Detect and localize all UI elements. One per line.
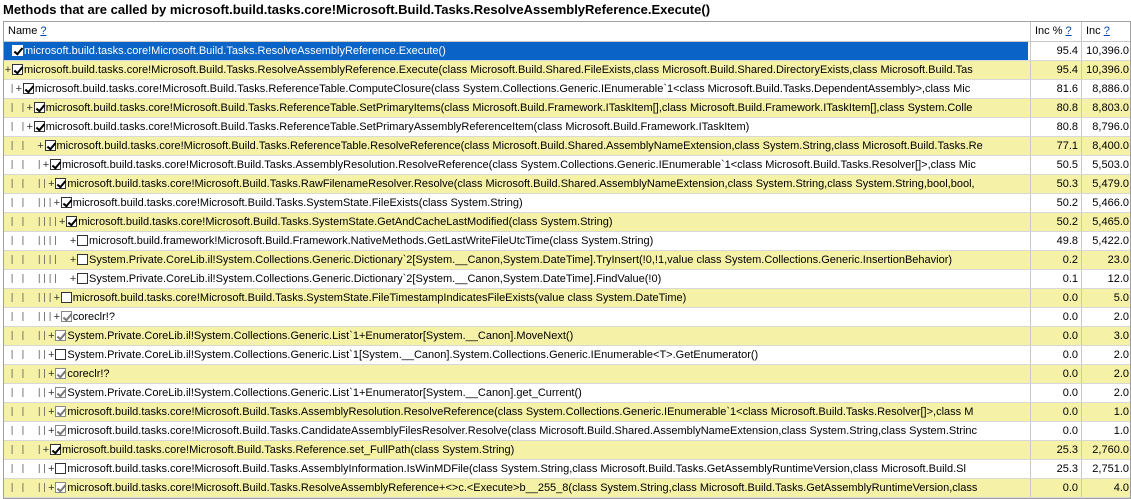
inc-cell: 12.0 — [1081, 270, 1131, 288]
tree-indent-guide: | | || — [4, 464, 48, 474]
table-row[interactable] — [4, 346, 1130, 365]
tree-indent-guide: | | ||| — [4, 198, 53, 208]
tree-indent-guide: | | | — [4, 445, 42, 455]
expand-icon[interactable]: + — [58, 216, 66, 228]
tree-indent-guide: | | |||| — [4, 236, 70, 246]
row-checkbox[interactable] — [55, 482, 66, 493]
inc-pct-cell: 0.0 — [1030, 327, 1081, 345]
tree-indent-guide: | | | — [4, 160, 42, 170]
table-row[interactable] — [4, 289, 1130, 308]
inc-cell: 8,796.0 — [1081, 118, 1131, 136]
tree-indent-guide: | | || — [4, 407, 48, 417]
table-row[interactable] — [4, 99, 1130, 118]
row-checkbox[interactable] — [77, 235, 88, 246]
inc-pct-cell: 80.8 — [1030, 118, 1081, 136]
row-checkbox[interactable] — [12, 45, 23, 56]
table-row[interactable] — [4, 213, 1130, 232]
inc-cell: 2.0 — [1081, 384, 1131, 402]
tree-indent-guide: | | |||| — [4, 274, 70, 284]
row-checkbox[interactable] — [61, 197, 72, 208]
name-cell[interactable] — [4, 213, 1028, 231]
name-cell[interactable] — [4, 346, 1028, 364]
inc-cell: 5,466.0 — [1081, 194, 1131, 212]
page-title: Methods that are called by microsoft.build.tasks.core!Microsoft.Build.Tasks.ResolveAssemblyReference.Execute() — [3, 2, 711, 17]
name-cell[interactable] — [4, 137, 1028, 155]
table-row[interactable] — [4, 137, 1130, 156]
inc-pct-cell: 0.0 — [1030, 422, 1081, 440]
tree-indent-guide: | | || — [4, 331, 48, 341]
inc-cell: 5,465.0 — [1081, 213, 1131, 231]
table-row[interactable] — [4, 194, 1130, 213]
table-row[interactable] — [4, 80, 1130, 99]
column-header-inc[interactable] — [1081, 22, 1131, 41]
inc-cell: 8,400.0 — [1081, 137, 1131, 155]
inc-pct-cell: 0.0 — [1030, 384, 1081, 402]
inc-cell: 2,751.0 — [1081, 460, 1131, 478]
method-name: microsoft.build.tasks.core!Microsoft.Build.Tasks.ReferenceTable.ResolveReference(class Microsoft.Build.Shared.AssemblyNameExtension,class System.String,class Microsoft.Build.Tasks.Re — [56, 140, 983, 152]
expand-icon[interactable]: + — [53, 197, 60, 209]
tree-indent-guide: | | || — [4, 426, 48, 436]
grid-header — [4, 22, 1130, 42]
tree-indent-guide: | | — [4, 103, 26, 113]
table-row[interactable] — [4, 422, 1130, 441]
name-cell[interactable] — [4, 441, 1028, 459]
name-cell[interactable] — [4, 194, 1028, 212]
inc-cell: 10,396.0 — [1081, 61, 1131, 79]
method-name: microsoft.build.tasks.core!Microsoft.Build.Tasks.SystemState.FileTimestampIndicatesFileExists(value class System.DateTime) — [72, 292, 687, 304]
method-name: System.Private.CoreLib.il!System.Collections.Generic.Dictionary`2[System.__Canon,System.DateTime].FindValue(!0) — [89, 273, 662, 285]
inc-cell: 1.0 — [1081, 422, 1131, 440]
table-row[interactable] — [4, 327, 1130, 346]
inc-pct-cell: 25.3 — [1030, 441, 1081, 459]
table-row[interactable] — [4, 270, 1130, 289]
name-cell[interactable] — [4, 80, 1028, 98]
row-checkbox[interactable] — [55, 463, 66, 474]
method-name: microsoft.build.tasks.core!Microsoft.Build.Tasks.ReferenceTable.SetPrimaryAssemblyReferenceItem(class Microsoft.Build.Framework.ITaskItem) — [45, 121, 750, 133]
inc-pct-help-link[interactable]: ? — [1065, 25, 1072, 37]
inc-cell: 2.0 — [1081, 308, 1131, 326]
name-cell[interactable] — [4, 61, 1028, 79]
expand-icon[interactable]: + — [48, 330, 55, 342]
expand-icon[interactable]: + — [53, 292, 60, 304]
inc-cell: 23.0 — [1081, 251, 1131, 269]
inc-pct-cell: 77.1 — [1030, 137, 1081, 155]
name-cell[interactable] — [4, 308, 1028, 326]
name-cell[interactable] — [4, 403, 1028, 421]
expand-icon[interactable]: + — [53, 311, 60, 323]
method-name: microsoft.build.tasks.core!Microsoft.Build.Tasks.CandidateAssemblyFilesResolver.Resolve(class Microsoft.Build.Shared.AssemblyNameExtension,class System.String,class System.Strinc — [67, 425, 978, 437]
inc-pct-cell: 0.0 — [1030, 346, 1081, 364]
inc-pct-cell: 50.3 — [1030, 175, 1081, 193]
expand-icon[interactable]: + — [48, 406, 55, 418]
inc-pct-cell: 50.2 — [1030, 213, 1081, 231]
name-cell[interactable] — [4, 422, 1028, 440]
row-checkbox[interactable] — [50, 444, 61, 455]
inc-pct-cell: 81.6 — [1030, 80, 1081, 98]
row-checkbox[interactable] — [55, 425, 66, 436]
inc-cell: 1.0 — [1081, 403, 1131, 421]
name-cell[interactable] — [4, 365, 1028, 383]
expand-icon[interactable]: + — [48, 463, 55, 475]
method-name: microsoft.build.tasks.core!Microsoft.Build.Tasks.ResolveAssemblyReference.Execute() — [24, 45, 446, 57]
column-header-name-label: Name — [8, 25, 38, 37]
inc-cell: 5,479.0 — [1081, 175, 1131, 193]
row-checkbox[interactable] — [55, 178, 66, 189]
method-name: System.Private.CoreLib.il!System.Collections.Generic.List`1[System.__Canon].System.Collections.Generic.IEnumerable<T>.GetEnumerator() — [67, 349, 759, 361]
table-row[interactable] — [4, 460, 1130, 479]
name-cell[interactable] — [4, 270, 1028, 288]
tree-indent-guide: | | |||| — [4, 217, 59, 227]
method-name: microsoft.build.tasks.core!Microsoft.Build.Tasks.AssemblyResolution.ResolveReference(class System.Collections.Generic.IEnumerable`1<class Microsoft.Build.Tasks.Resolver[]>,class M — [67, 406, 974, 418]
name-cell[interactable] — [4, 384, 1028, 402]
row-checkbox[interactable] — [34, 102, 45, 113]
name-cell[interactable] — [4, 118, 1028, 136]
method-name: microsoft.build.tasks.core!Microsoft.Build.Tasks.Reference.set_FullPath(class System.String) — [61, 444, 515, 456]
expand-icon[interactable]: + — [48, 368, 55, 380]
method-name: coreclr!? — [67, 368, 110, 380]
tree-indent-guide: | | || — [4, 483, 48, 493]
inc-pct-cell: 0.0 — [1030, 403, 1081, 421]
inc-pct-cell: 25.3 — [1030, 460, 1081, 478]
table-row[interactable] — [4, 403, 1130, 422]
inc-pct-cell: 49.8 — [1030, 232, 1081, 250]
name-cell[interactable] — [4, 327, 1028, 345]
method-name: microsoft.build.tasks.core!Microsoft.Build.Tasks.AssemblyInformation.IsWinMDFile(class System.String,class Microsoft.Build.Tasks.GetAssemblyRuntimeVersion,class Microsoft.Build.Sl — [67, 463, 966, 475]
tree-indent-guide: | | ||| — [4, 312, 53, 322]
name-cell[interactable] — [4, 42, 1028, 60]
method-name: System.Private.CoreLib.il!System.Collections.Generic.Dictionary`2[System.__Canon,System.DateTime].TryInsert(!0,!1,value class System.Collections.Generic.InsertionBehavior) — [89, 254, 953, 266]
expand-icon[interactable]: + — [42, 444, 50, 456]
method-name: microsoft.build.tasks.core!Microsoft.Build.Tasks.ResolveAssemblyReference+<>c.<Execute>b__255_8(class System.String,class Microsoft.Build.Tasks.GetAssemblyRuntimeVersion,class — [67, 482, 978, 494]
row-checkbox[interactable] — [55, 368, 66, 379]
inc-pct-cell: 95.4 — [1030, 61, 1081, 79]
name-cell[interactable] — [4, 175, 1028, 193]
table-row[interactable] — [4, 384, 1130, 403]
inc-pct-cell: 95.4 — [1030, 42, 1081, 60]
expand-icon[interactable]: + — [48, 178, 55, 190]
inc-cell: 2.0 — [1081, 365, 1131, 383]
expand-icon[interactable]: + — [4, 64, 12, 76]
name-cell[interactable] — [4, 99, 1028, 117]
column-header-name[interactable] — [4, 22, 1030, 41]
table-row[interactable] — [4, 365, 1130, 384]
expand-icon[interactable]: + — [69, 235, 77, 247]
tree-indent-guide: | | || — [4, 179, 48, 189]
row-checkbox[interactable] — [61, 292, 72, 303]
inc-pct-cell: 50.2 — [1030, 194, 1081, 212]
table-row[interactable] — [4, 42, 1130, 61]
name-cell[interactable] — [4, 232, 1028, 250]
table-row[interactable] — [4, 232, 1130, 251]
method-name: System.Private.CoreLib.il!System.Collections.Generic.List`1+Enumerator[System.__Canon].MoveNext() — [67, 330, 574, 342]
method-name: microsoft.build.tasks.core!Microsoft.Build.Tasks.ReferenceTable.ComputeClosure(class System.Collections.Generic.IEnumerable`1<class Microsoft.Build.Tasks.DependentAssembly>,class Mic — [34, 83, 971, 95]
grid-rows — [4, 42, 1130, 498]
name-cell[interactable] — [4, 479, 1028, 497]
table-row[interactable] — [4, 156, 1130, 175]
column-header-inc-pct-label: Inc % — [1035, 25, 1063, 37]
row-checkbox[interactable] — [55, 349, 66, 360]
expand-icon[interactable]: + — [48, 349, 55, 361]
inc-pct-cell: 80.8 — [1030, 99, 1081, 117]
row-checkbox[interactable] — [55, 406, 66, 417]
row-checkbox[interactable] — [23, 83, 34, 94]
inc-pct-cell: 0.2 — [1030, 251, 1081, 269]
inc-pct-cell: 0.1 — [1030, 270, 1081, 288]
method-name: microsoft.build.tasks.core!Microsoft.Build.Tasks.AssemblyResolution.ResolveReference(class System.Collections.Generic.IEnumerable`1<class Microsoft.Build.Tasks.Resolver[]>,class Mic — [61, 159, 976, 171]
row-checkbox[interactable] — [66, 216, 77, 227]
method-name: microsoft.build.framework!Microsoft.Build.Framework.NativeMethods.GetLastWriteFileUtcTime(class System.String) — [89, 235, 654, 247]
tree-indent-guide: | | || — [4, 369, 48, 379]
inc-pct-cell: 50.5 — [1030, 156, 1081, 174]
expand-icon[interactable]: + — [37, 140, 44, 152]
column-header-inc-label: Inc — [1086, 25, 1101, 37]
inc-cell: 10,396.0 — [1081, 42, 1131, 60]
inc-cell: 2.0 — [1081, 346, 1131, 364]
table-row[interactable] — [4, 251, 1130, 270]
row-checkbox[interactable] — [55, 387, 66, 398]
row-checkbox[interactable] — [50, 159, 61, 170]
expand-icon[interactable]: + — [69, 273, 77, 285]
method-name: microsoft.build.tasks.core!Microsoft.Build.Tasks.ReferenceTable.SetPrimaryItems(class Microsoft.Build.Framework.ITaskItem[],class Microsoft.Build.Framework.ITaskItem[],class System.Colle — [45, 102, 973, 114]
table-row[interactable] — [4, 61, 1130, 80]
method-name: coreclr!? — [72, 311, 115, 323]
expand-icon[interactable]: + — [42, 159, 50, 171]
inc-cell: 4.0 — [1081, 479, 1131, 497]
method-name: microsoft.build.tasks.core!Microsoft.Build.Tasks.SystemState.GetAndCacheLastModified(class System.String) — [78, 216, 613, 228]
table-row[interactable] — [4, 175, 1130, 194]
expand-icon[interactable]: + — [15, 83, 23, 95]
inc-help-link[interactable]: ? — [1103, 25, 1110, 37]
table-row[interactable] — [4, 441, 1130, 460]
name-cell[interactable] — [4, 460, 1028, 478]
expand-icon[interactable]: + — [26, 121, 33, 133]
column-header-inc-pct[interactable] — [1030, 22, 1081, 41]
call-tree-grid[interactable] — [3, 21, 1131, 499]
name-cell[interactable] — [4, 289, 1028, 307]
table-row[interactable] — [4, 308, 1130, 327]
tree-indent-guide: | | |||| — [4, 255, 70, 265]
expand-icon[interactable]: + — [48, 425, 55, 437]
inc-cell: 5,503.0 — [1081, 156, 1131, 174]
name-cell[interactable] — [4, 156, 1028, 174]
name-cell[interactable] — [4, 251, 1028, 269]
tree-indent-guide: | — [4, 84, 15, 94]
name-help-link[interactable]: ? — [40, 25, 47, 37]
inc-cell: 3.0 — [1081, 327, 1131, 345]
tree-indent-guide: | | ||| — [4, 293, 53, 303]
inc-cell: 8,803.0 — [1081, 99, 1131, 117]
inc-pct-cell: 0.0 — [1030, 308, 1081, 326]
tree-indent-guide: | | — [4, 122, 26, 132]
inc-cell: 5.0 — [1081, 289, 1131, 307]
expand-icon[interactable]: + — [48, 387, 55, 399]
row-checkbox[interactable] — [12, 64, 23, 75]
inc-pct-cell: 0.0 — [1030, 479, 1081, 497]
inc-pct-cell: 0.0 — [1030, 365, 1081, 383]
method-name: System.Private.CoreLib.il!System.Collections.Generic.List`1+Enumerator[System.__Canon].get_Current() — [67, 387, 582, 399]
expand-icon[interactable]: + — [69, 254, 77, 266]
tree-indent-guide: | | — [4, 141, 37, 151]
row-checkbox[interactable] — [55, 330, 66, 341]
row-checkbox[interactable] — [61, 311, 72, 322]
inc-cell: 5,422.0 — [1081, 232, 1131, 250]
method-name: microsoft.build.tasks.core!Microsoft.Build.Tasks.SystemState.FileExists(class System.String) — [72, 197, 523, 209]
tree-indent-guide: | | || — [4, 350, 48, 360]
row-checkbox[interactable] — [34, 121, 45, 132]
method-name: microsoft.build.tasks.core!Microsoft.Build.Tasks.RawFilenameResolver.Resolve(class Microsoft.Build.Shared.AssemblyNameExtension,class System.String,class System.String,bool,bool, — [67, 178, 975, 190]
row-checkbox[interactable] — [45, 140, 56, 151]
table-row[interactable] — [4, 118, 1130, 137]
method-name: microsoft.build.tasks.core!Microsoft.Build.Tasks.ResolveAssemblyReference.Execute(class Microsoft.Build.Shared.FileExists,class Microsoft.Build.Shared.DirectoryExists,class Microsoft.Build.Tas — [24, 64, 973, 76]
table-row[interactable] — [4, 479, 1130, 498]
expand-icon[interactable]: + — [48, 482, 55, 494]
row-checkbox[interactable] — [77, 254, 88, 265]
inc-cell: 8,886.0 — [1081, 80, 1131, 98]
tree-indent-guide: | | || — [4, 388, 48, 398]
row-checkbox[interactable] — [77, 273, 88, 284]
inc-cell: 2,760.0 — [1081, 441, 1131, 459]
expand-icon[interactable]: + — [26, 102, 33, 114]
inc-pct-cell: 0.0 — [1030, 289, 1081, 307]
